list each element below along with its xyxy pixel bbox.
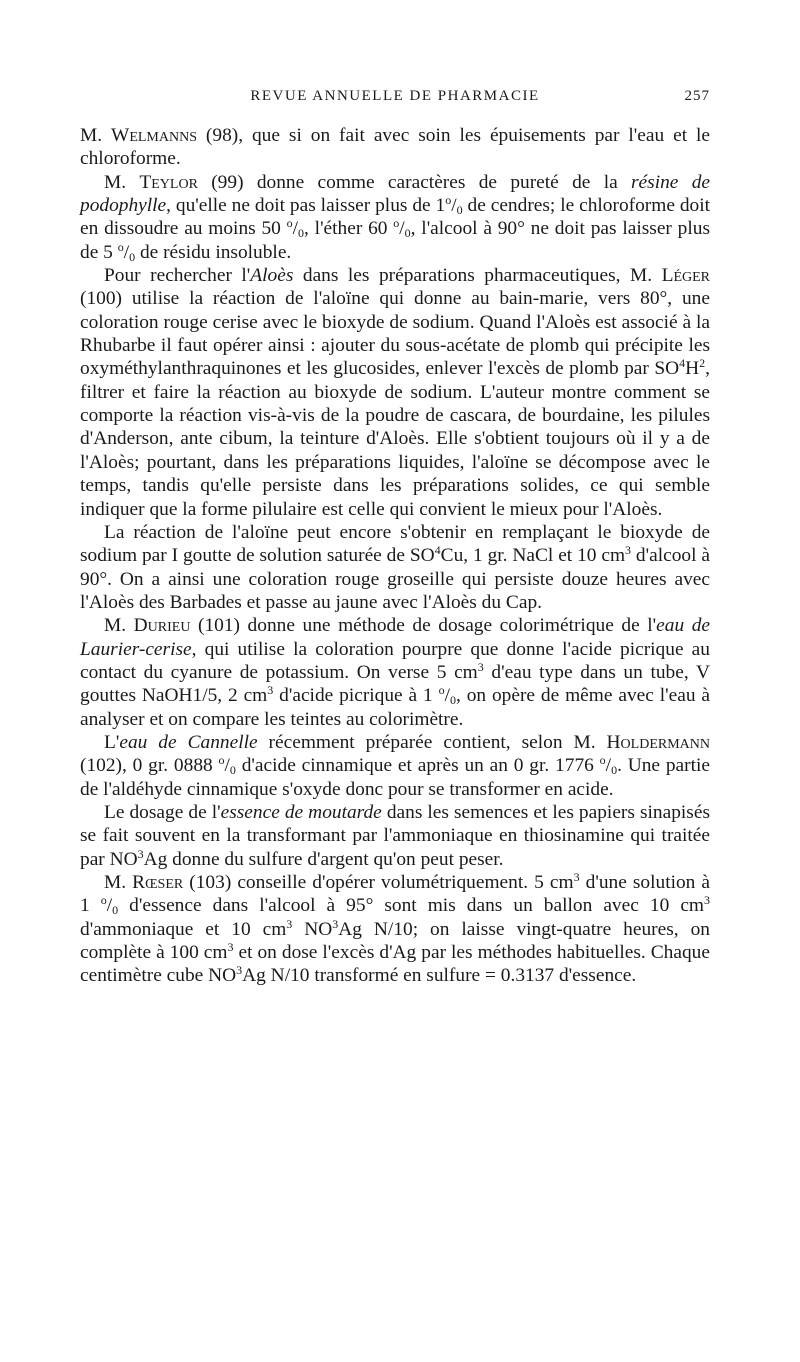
text-run: Ag donne du sulfure d'argent qu'on peut peser. [143, 848, 504, 870]
paragraph-5 [80, 614, 710, 731]
text-run: récemment préparée contient, selon M. [257, 731, 607, 753]
author-name: Rœser [132, 872, 184, 893]
percent-slash: / [106, 895, 113, 917]
superscript: 4 [434, 543, 441, 558]
text-run: d'essence dans l'alcool à 95° sont mis dans un ballon avec 10 cm [118, 895, 705, 917]
text-run: , on opère de même avec l'eau à analyser et on compare les teintes au colorimètre. [80, 685, 711, 730]
text-run: dans les préparations pharmaceutiques, M. [293, 265, 662, 287]
paragraph-7 [80, 801, 710, 871]
percent-slash: / [399, 218, 405, 240]
percent-sub: 0 [449, 693, 456, 708]
percent-sup: o [438, 683, 445, 698]
text-run: . Une partie de l'aldéhyde cinnamique s'oxyde donc pour se transformer en acide. [80, 755, 710, 800]
text-run: d'eau type dans un tube, V gouttes NaOH1/5, 2 cm [80, 661, 710, 707]
superscript: 3 [286, 916, 293, 931]
italic-term: eau de Laurier-cerise [80, 615, 711, 660]
percent-sup: o [393, 216, 400, 231]
text-run: (103) conseille d'opérer volumétriquement. 5 cm [183, 872, 574, 893]
text-run: d'acide cinnamique et après un an 0 gr. 1776 [235, 755, 600, 777]
paragraph-6 [80, 731, 710, 801]
paragraph-8 [80, 871, 710, 988]
text-run: Le dosage de l' [104, 801, 221, 823]
text-run: Ag N/10 transformé en sulfure = 0.3137 d'essence. [242, 965, 637, 987]
superscript: 3 [236, 963, 243, 978]
text-run: H [685, 358, 700, 380]
author-name: Teylor [139, 171, 198, 193]
percent-sub: 0 [229, 763, 236, 778]
italic-term: eau de Cannelle [119, 731, 258, 753]
percent-sup: o [218, 753, 225, 768]
text-run: (100) utilise la réaction de l'aloïne qui donne au bain-marie, vers 80°, une coloration rouge cerise avec le bioxyde de sodium. Quand l'Aloès est associé à la Rhubarbe il faut opérer ainsi : ajouter du sous-acétate de plomb qui précipite les oxyméthylanthraquinones et les glucosides, enlever l'excès de plomb par SO [80, 288, 710, 380]
percent-sup: o [286, 216, 293, 231]
text-run: dans les semences et les papiers sinapisés se fait souvent en la transformant par l'ammoniaque en thiosinamine qui traitée par NO [80, 801, 710, 870]
percent-sub: 0 [404, 226, 411, 241]
page-header [80, 88, 710, 112]
percent-slash: / [451, 195, 457, 217]
superscript: 4 [679, 356, 686, 371]
percent-slash: / [605, 755, 612, 777]
text-run: Pour rechercher l' [104, 265, 251, 287]
text-run: de cendres; le chloroforme doit en dissoudre au moins 50 [80, 195, 710, 240]
italic-term: essence de moutarde [220, 801, 382, 823]
text-run: (99) donne comme caractères de pureté de la [197, 171, 631, 193]
text-run: L' [104, 731, 120, 753]
superscript: 3 [137, 846, 144, 861]
superscript: 3 [267, 683, 274, 698]
text-run: La réaction de l'aloïne peut encore s'obtenir en remplaçant le bioxyde de sodium par I goutte de solution saturée de SO [80, 521, 710, 567]
text-run: d'ammoniaque et 10 cm [80, 918, 287, 940]
text-run: , qu'elle ne doit pas laisser plus de 1 [166, 195, 446, 217]
text-run: (101) donne une méthode de dosage colorimétrique de l' [190, 615, 657, 637]
italic-term: résine de podophylle [80, 171, 710, 217]
text-run: , qui utilise la coloration pourpre que donne l'acide picrique au contact du cyanure de potassium. On verse 5 cm [80, 638, 710, 683]
italic-term: Aloès [250, 265, 294, 287]
superscript: 3 [573, 870, 580, 884]
percent-sup: o [599, 753, 606, 768]
running-title: REVUE ANNUELLE DE PHARMACIE [250, 88, 540, 104]
percent-sub: 0 [456, 203, 463, 218]
text-run: (102), 0 gr. 0888 [80, 755, 219, 777]
text-run: de résidu insoluble. [135, 241, 292, 263]
superscript: 3 [625, 543, 632, 558]
page-number: 257 [684, 88, 710, 104]
paragraph-1 [80, 124, 710, 171]
percent-slash: / [444, 685, 450, 707]
text-run: d'alcool à 90°. On a ainsi une coloration rouge groseille qui persiste douze heures avec l'Aloès des Barbades et passe au jaune avec l'Aloès du Cap. [80, 545, 710, 613]
percent-sub: 0 [112, 903, 119, 918]
text-run: M. [104, 872, 133, 893]
percent-sub: 0 [298, 226, 305, 241]
paragraph-4 [80, 521, 710, 614]
superscript: 3 [227, 940, 234, 955]
author-name: Durieu [133, 615, 191, 637]
percent-sup: o [100, 893, 107, 908]
text-run: M. [80, 125, 112, 146]
text-run: M. [104, 171, 140, 193]
percent-slash: / [123, 241, 130, 263]
text-run: Ag N/10; on laisse vingt-quatre heures, on complète à 100 cm [80, 918, 710, 964]
text-run: , l'alcool à 90° ne doit pas laisser plus de 5 [80, 218, 710, 263]
text-run: Cu, 1 gr. NaCl et 10 cm [440, 545, 626, 567]
superscript: 3 [704, 893, 711, 908]
text-run: (98), que si on fait avec soin les épuisements par l'eau et le chloroforme. [80, 125, 711, 170]
percent-slash: / [292, 218, 299, 240]
percent-sub: 0 [129, 249, 136, 264]
text-run: , filtrer et faire la réaction au bioxyde de sodium. L'auteur montre comment se comporte la réaction vis-à-vis de la poudre de cascara, de bourdaine, les pilules d'Anderson, ante cibum, la teinture d'Aloès. Elle s'obtient toujours où il y a de l'Aloès; pourtant, dans les préparations liquides, l'aloïne se décompose avec le temps, tandis qu'elle persiste dans les préparations solides, ce qui semble indiquer que la forme pilulaire est celle qui convient le mieux pour l'Aloès. [80, 358, 710, 520]
text-run: d'acide picrique à 1 [273, 685, 439, 707]
body-text [80, 124, 710, 988]
paragraph-2 [80, 171, 710, 264]
percent-slash: / [224, 755, 230, 777]
author-name: Léger [661, 265, 710, 287]
text-run: d'une solution à 1 [80, 872, 711, 917]
author-name: Holdermann [606, 731, 710, 753]
superscript: 3 [332, 916, 339, 931]
paragraph-3 [80, 264, 710, 521]
superscript: 2 [699, 356, 706, 371]
percent-sup: o [117, 239, 124, 254]
percent-sub: 0 [611, 763, 618, 778]
text-run: et on dose l'excès d'Ag par les méthodes habituelles. Chaque centimètre cube NO [80, 942, 710, 987]
text-run: , l'éther 60 [304, 218, 394, 240]
author-name: Welmanns [111, 125, 197, 146]
text-run: M. [104, 615, 134, 637]
superscript: 3 [477, 659, 484, 674]
text-run: NO [292, 918, 333, 940]
percent-sup: o [445, 193, 452, 208]
